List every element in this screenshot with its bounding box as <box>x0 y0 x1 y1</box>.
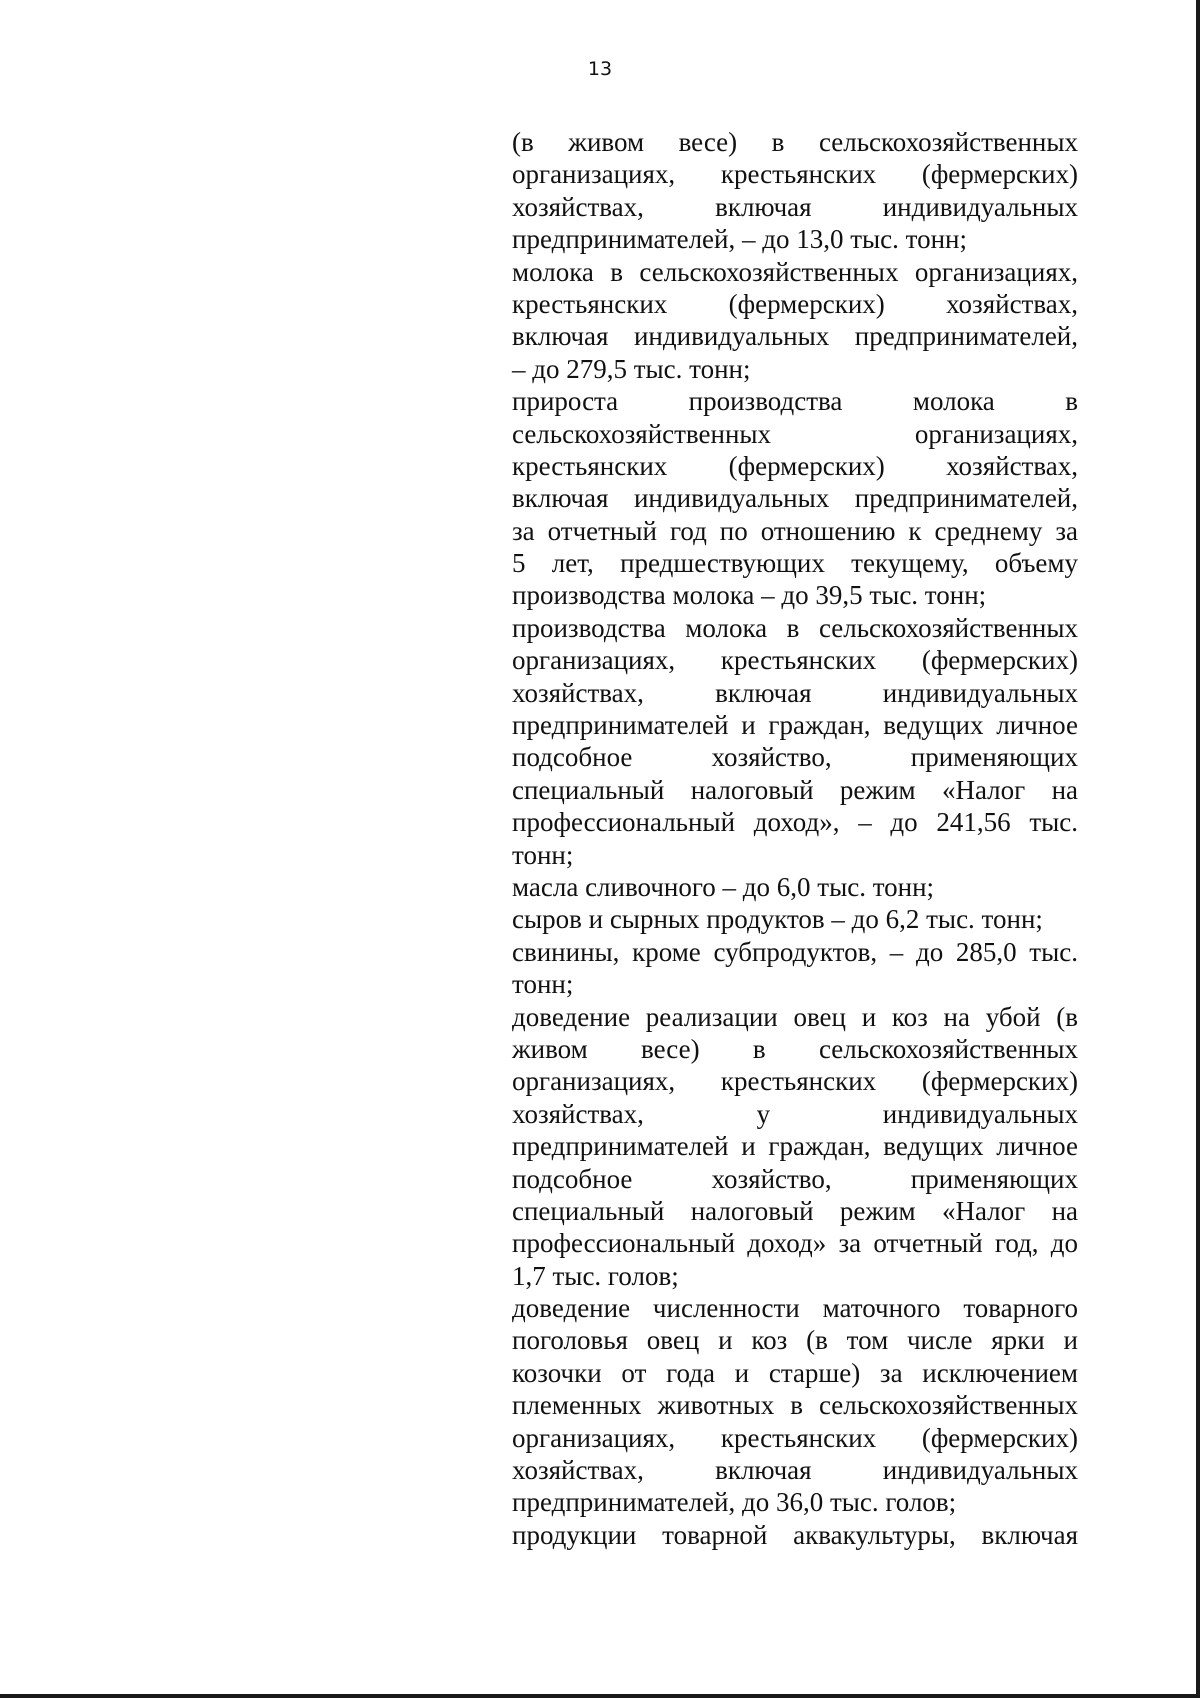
text-line: сыров и сырных продуктов – до 6,2 тыс. тонн; <box>512 904 1043 935</box>
text-line: предпринимателей, – до 13,0 тыс. тонн; <box>512 224 967 255</box>
text-line: крестьянских (фермерских) хозяйствах, <box>512 450 1078 481</box>
text-line: производства молока в сельскохозяйственных <box>512 612 1078 643</box>
text-line: свинины, кроме субпродуктов, – до 285,0 тыс. <box>512 936 1078 967</box>
text-line: специальный налоговый режим «Налог на <box>512 774 1078 805</box>
text-line: – до 279,5 тыс. тонн; <box>512 353 751 384</box>
text-line: масла сливочного – до 6,0 тыс. тонн; <box>512 871 935 902</box>
text-line: организациях, крестьянских (фермерских) <box>512 1422 1078 1453</box>
text-line: 5 лет, предшествующих текущему, объему <box>512 548 1078 579</box>
text-line: специальный налоговый режим «Налог на <box>512 1195 1078 1226</box>
text-line: тонн; <box>512 969 574 1000</box>
text-line: предпринимателей и граждан, ведущих личное <box>512 1131 1078 1162</box>
text-line: хозяйствах, включая индивидуальных <box>512 1455 1078 1486</box>
text-line: (в живом весе) в сельскохозяйственных <box>512 127 1078 157</box>
text-line: производства молока – до 39,5 тыс. тонн; <box>512 580 987 611</box>
text-line: хозяйствах, включая индивидуальных <box>512 191 1078 222</box>
text-line: предпринимателей, до 36,0 тыс. голов; <box>512 1487 957 1518</box>
text-line: доведение численности маточного товарного <box>512 1293 1078 1324</box>
text-line: за отчетный год по отношению к среднему за <box>512 515 1078 546</box>
text-line: организациях, крестьянских (фермерских) <box>512 645 1078 676</box>
text-line: профессиональный доход» за отчетный год, до <box>512 1228 1078 1259</box>
page-number: 13 <box>587 58 613 80</box>
body-text <box>512 126 1078 1551</box>
text-line: прироста производства молока в <box>512 386 1078 417</box>
text-line: поголовья овец и коз (в том числе ярки и <box>512 1325 1078 1356</box>
text-line: предпринимателей и граждан, ведущих личное <box>512 710 1078 741</box>
text-line: подсобное хозяйство, применяющих <box>512 1163 1078 1194</box>
text-line: сельскохозяйственных организациях, <box>512 418 1078 449</box>
text-line: профессиональный доход», – до 241,56 тыс. <box>512 807 1078 838</box>
text-line: хозяйствах, у индивидуальных <box>512 1098 1078 1129</box>
text-line: живом весе) в сельскохозяйственных <box>512 1033 1078 1064</box>
text-line: крестьянских (фермерских) хозяйствах, <box>512 288 1078 319</box>
text-line: включая индивидуальных предпринимателей, <box>512 321 1078 352</box>
text-line: подсобное хозяйство, применяющих <box>512 742 1078 773</box>
text-line: племенных животных в сельскохозяйственных <box>512 1390 1078 1421</box>
text-line: тонн; <box>512 839 574 870</box>
text-line: козочки от года и старше) за исключением <box>512 1357 1078 1388</box>
text-line: организациях, крестьянских (фермерских) <box>512 159 1078 190</box>
text-line: организациях, крестьянских (фермерских) <box>512 1066 1078 1097</box>
text-line: хозяйствах, включая индивидуальных <box>512 677 1078 708</box>
text-line: продукции товарной аквакультуры, включая <box>512 1519 1078 1550</box>
text-line: молока в сельскохозяйственных организациях, <box>512 256 1078 287</box>
text-line: доведение реализации овец и коз на убой (в <box>512 1001 1078 1032</box>
text-line: 1,7 тыс. голов; <box>512 1260 679 1291</box>
text-line: включая индивидуальных предпринимателей, <box>512 483 1078 514</box>
